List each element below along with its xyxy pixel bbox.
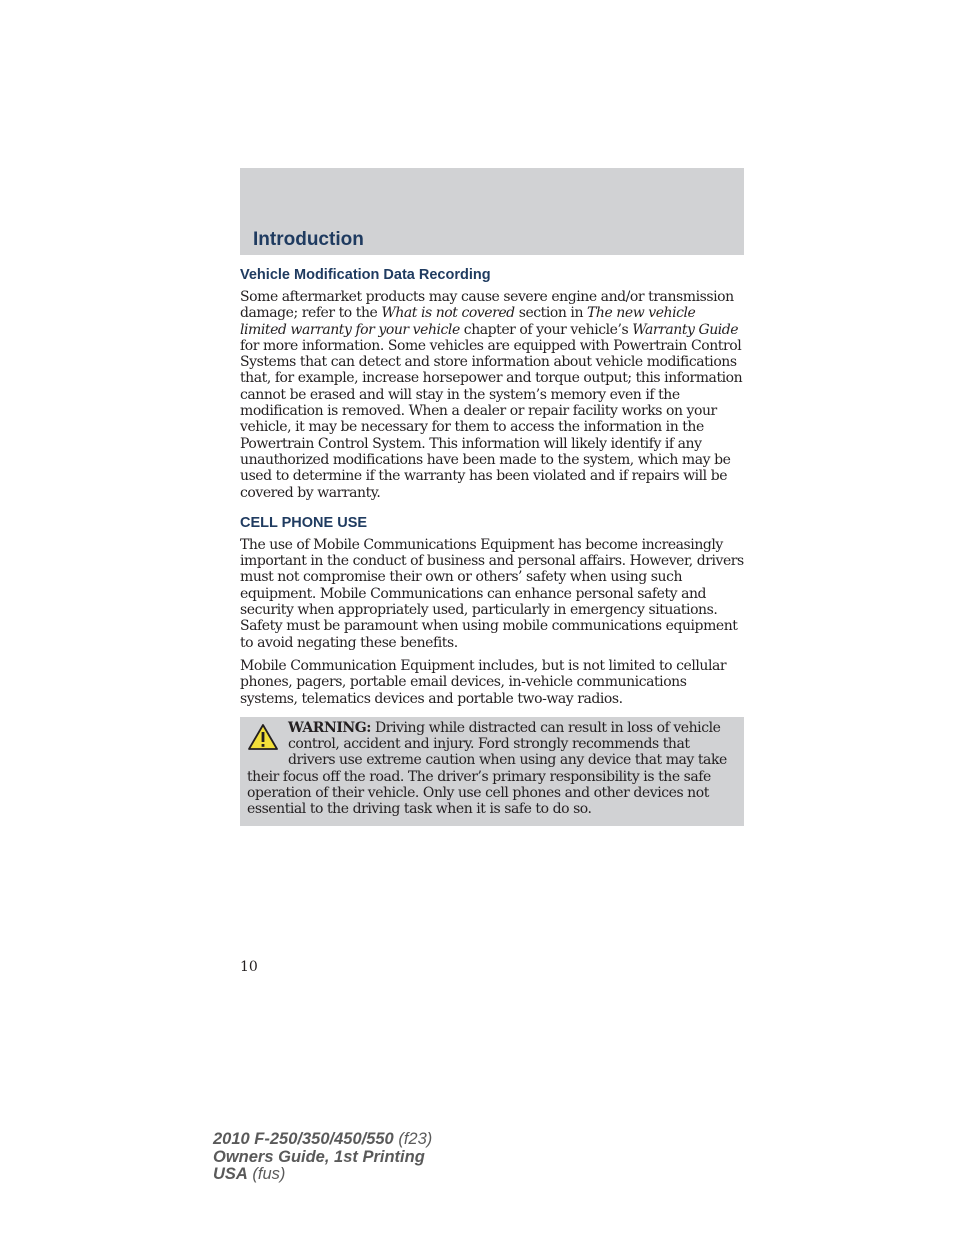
section-heading-cell-phone: CELL PHONE USE xyxy=(240,514,368,531)
footer-guide-line: Owners Guide, 1st Printing xyxy=(213,1147,425,1166)
paragraph-data-recording: Some aftermarket products may cause severe engine and/or transmission damage; refer to the What is not covered section in The new vehicle limited warranty for your vehicle chapter of your vehicle’s Warranty Guide for more information. Some vehicles are equipped with Powertrain Control Systems that can detect and store information about vehicle modifications that, for example, increase horsepower and torque output; this information cannot be erased and will stay in the system’s memory even if the modification is removed. When a dealer or repair facility works on your vehicle, it may be necessary for them to access the information in the Powertrain Control System. This information will likely identify if any unauthorized modifications have been made to the system, which may be used to determine if the warranty has been violated and if repairs will be covered by warranty. xyxy=(240,289,743,501)
chapter-title: Introduction xyxy=(253,229,364,250)
footer-publication-info xyxy=(213,1131,432,1184)
warning-triangle-icon xyxy=(247,723,279,751)
warning-label: WARNING: xyxy=(288,719,371,736)
paragraph-cell-phone-1: The use of Mobile Communications Equipment has become increasingly important in the conduct of business and personal affairs. However, drivers must not compromise their own or others’ safety when using such equipment. Mobile Communications can enhance personal safety and security when appropriately used, particularly in emergency situations. Safety must be paramount when using mobile communications equipment to avoid negating these benefits. xyxy=(240,536,744,651)
warning-box xyxy=(240,717,744,826)
page-content xyxy=(240,267,744,826)
footer-model-line: 2010 F-250/350/450/550 (f23) xyxy=(213,1130,433,1148)
page-number: 10 xyxy=(240,959,258,975)
section-heading-data-recording: Vehicle Modification Data Recording xyxy=(240,267,491,283)
warning-text: WARNING: Driving while distracted can result in loss of vehicle control, accident and injury. Ford strongly recommends that drivers use extreme caution when using any device that may take their focus off the road. The driver’s primary responsibility is the safe operation of their vehicle. Only use cell phones and other devices not essential to the driving task when it is safe to do so. xyxy=(247,719,727,818)
paragraph-cell-phone-2: Mobile Communication Equipment includes, but is not limited to cellular phones, pagers, portable email devices, in-vehicle communications systems, telematics devices and portable two-way radios. xyxy=(240,657,727,707)
footer-market-line: USA (fus) xyxy=(213,1165,286,1183)
chapter-header-band xyxy=(240,168,744,255)
